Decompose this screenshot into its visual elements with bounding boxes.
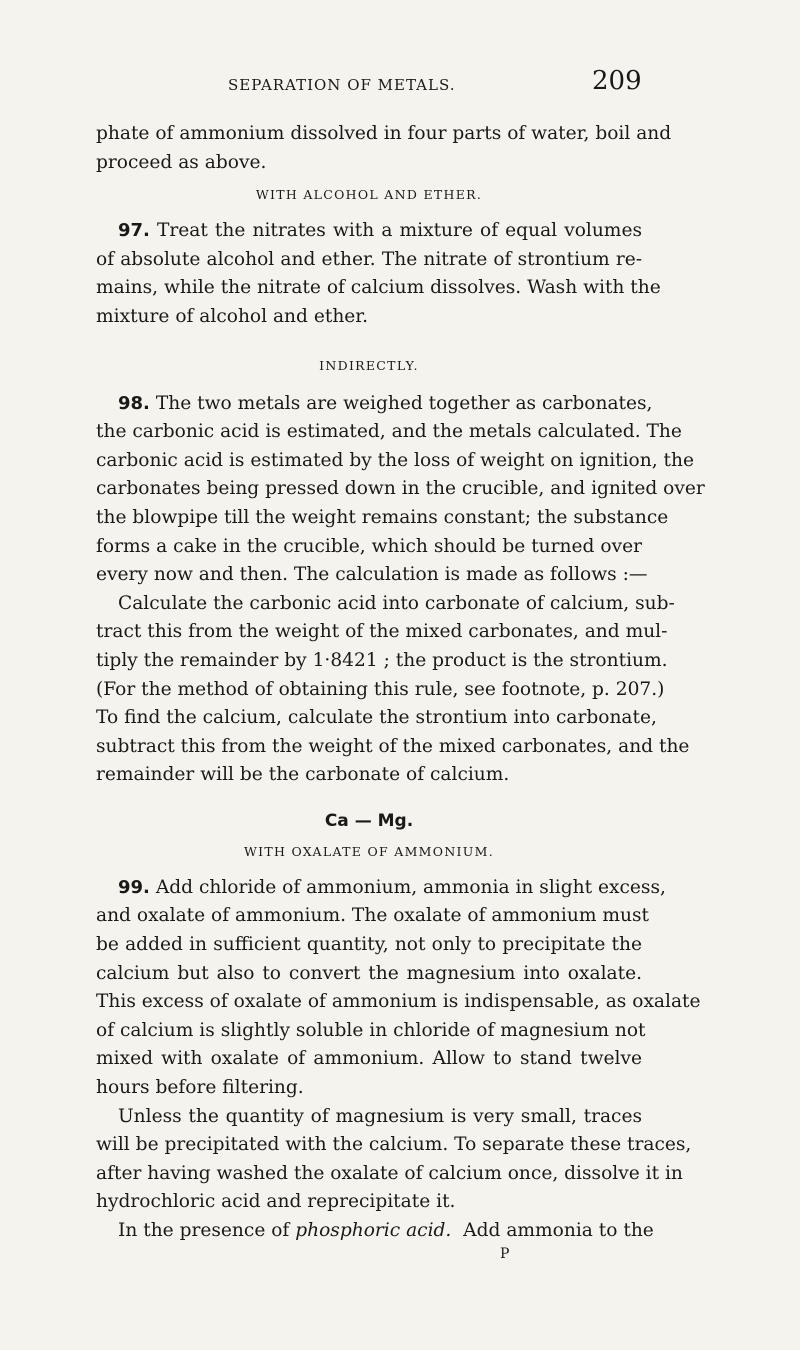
text-line: phate of ammonium dissolved in four parts of water, boil and <box>96 123 672 144</box>
page-body <box>96 120 705 1246</box>
text-line: mixture of alcohol and ether. <box>96 305 369 327</box>
text-line: tiply the remainder by 1·8421 ; the product is the strontium. <box>96 649 668 671</box>
signature-mark: P <box>500 1246 510 1262</box>
text-line: of calcium is slightly soluble in chloride of magnesium not <box>96 1019 646 1041</box>
running-header: SEPARATION OF METALS. <box>228 76 456 94</box>
text-line: and oxalate of ammonium. The oxalate of ammonium must <box>96 905 650 927</box>
text-line: Treat the nitrates with a mixture of equal volumes <box>156 220 642 242</box>
text-line: carbonic acid is estimated by the loss of weight on ignition, the <box>96 449 694 471</box>
text-line: hydrochloric acid and reprecipitate it. <box>96 1191 456 1213</box>
section-heading: INDIRECTLY. <box>319 357 419 373</box>
text-line: be added in sufficient quantity, not only to precipitate the <box>96 934 642 956</box>
italic-term: phosphoric acid. <box>295 1220 452 1241</box>
text-line: Calculate the carbonic acid into carbonate of calcium, sub- <box>118 592 675 614</box>
text-line: will be precipitated with the calcium. To separate these traces, <box>96 1134 692 1156</box>
text-line: mixed with oxalate of ammonium. Allow to stand twelve <box>96 1048 642 1070</box>
text-line: tract this from the weight of the mixed carbonates, and mul- <box>96 621 668 643</box>
formula-heading: Ca — Mg. <box>324 810 414 831</box>
paragraph-first-line <box>96 217 642 246</box>
section-heading: WITH ALCOHOL AND ETHER. <box>255 187 483 203</box>
text-line: This excess of oxalate of ammonium is indispensable, as oxalate <box>96 991 701 1013</box>
text-line: subtract this from the weight of the mixed carbonates, and the <box>96 735 690 757</box>
text-line: after having washed the oxalate of calcium once, dissolve it in <box>96 1162 683 1184</box>
paragraph-first-line <box>96 390 653 419</box>
paragraph-number: 99. <box>118 876 150 898</box>
text-line: hours before filtering. <box>96 1077 304 1099</box>
text-line: every now and then. The calculation is made as follows :— <box>96 564 648 586</box>
text-line: carbonates being pressed down in the crucible, and ignited over <box>96 478 705 500</box>
text-line: To find the calcium, calculate the strontium into carbonate, <box>96 707 657 729</box>
paragraph-number: 97. <box>118 220 150 242</box>
text-line: Unless the quantity of magnesium is very small, traces <box>118 1105 642 1127</box>
paragraph-number: 98. <box>118 392 150 414</box>
text-line: of absolute alcohol and ether. The nitrate of strontium re- <box>96 248 642 270</box>
section-heading: WITH OXALATE OF AMMONIUM. <box>243 843 495 859</box>
text-line: calcium but also to convert the magnesium into oxalate. <box>96 962 642 984</box>
text-line: The two metals are weighed together as carbonates, <box>155 392 653 414</box>
mixed-text-line <box>96 1217 654 1246</box>
text-line: mains, while the nitrate of calcium dissolves. Wash with the <box>96 277 661 299</box>
text-line: remainder will be the carbonate of calcium. <box>96 764 510 786</box>
text-line: Add chloride of ammonium, ammonia in slight excess, <box>155 876 666 898</box>
text-line: the carbonic acid is estimated, and the metals calculated. The <box>96 421 682 443</box>
text-line: the blowpipe till the weight remains constant; the substance <box>96 506 669 528</box>
text-segment: Add ammonia to the <box>463 1220 654 1241</box>
text-line: (For the method of obtaining this rule, see footnote, p. 207.) <box>96 678 665 700</box>
text-line: forms a cake in the crucible, which should be turned over <box>96 535 642 557</box>
page-number: 209 <box>592 66 642 96</box>
text-line: proceed as above. <box>96 151 267 173</box>
text-segment: In the presence of <box>118 1220 290 1241</box>
paragraph-first-line <box>96 874 666 903</box>
